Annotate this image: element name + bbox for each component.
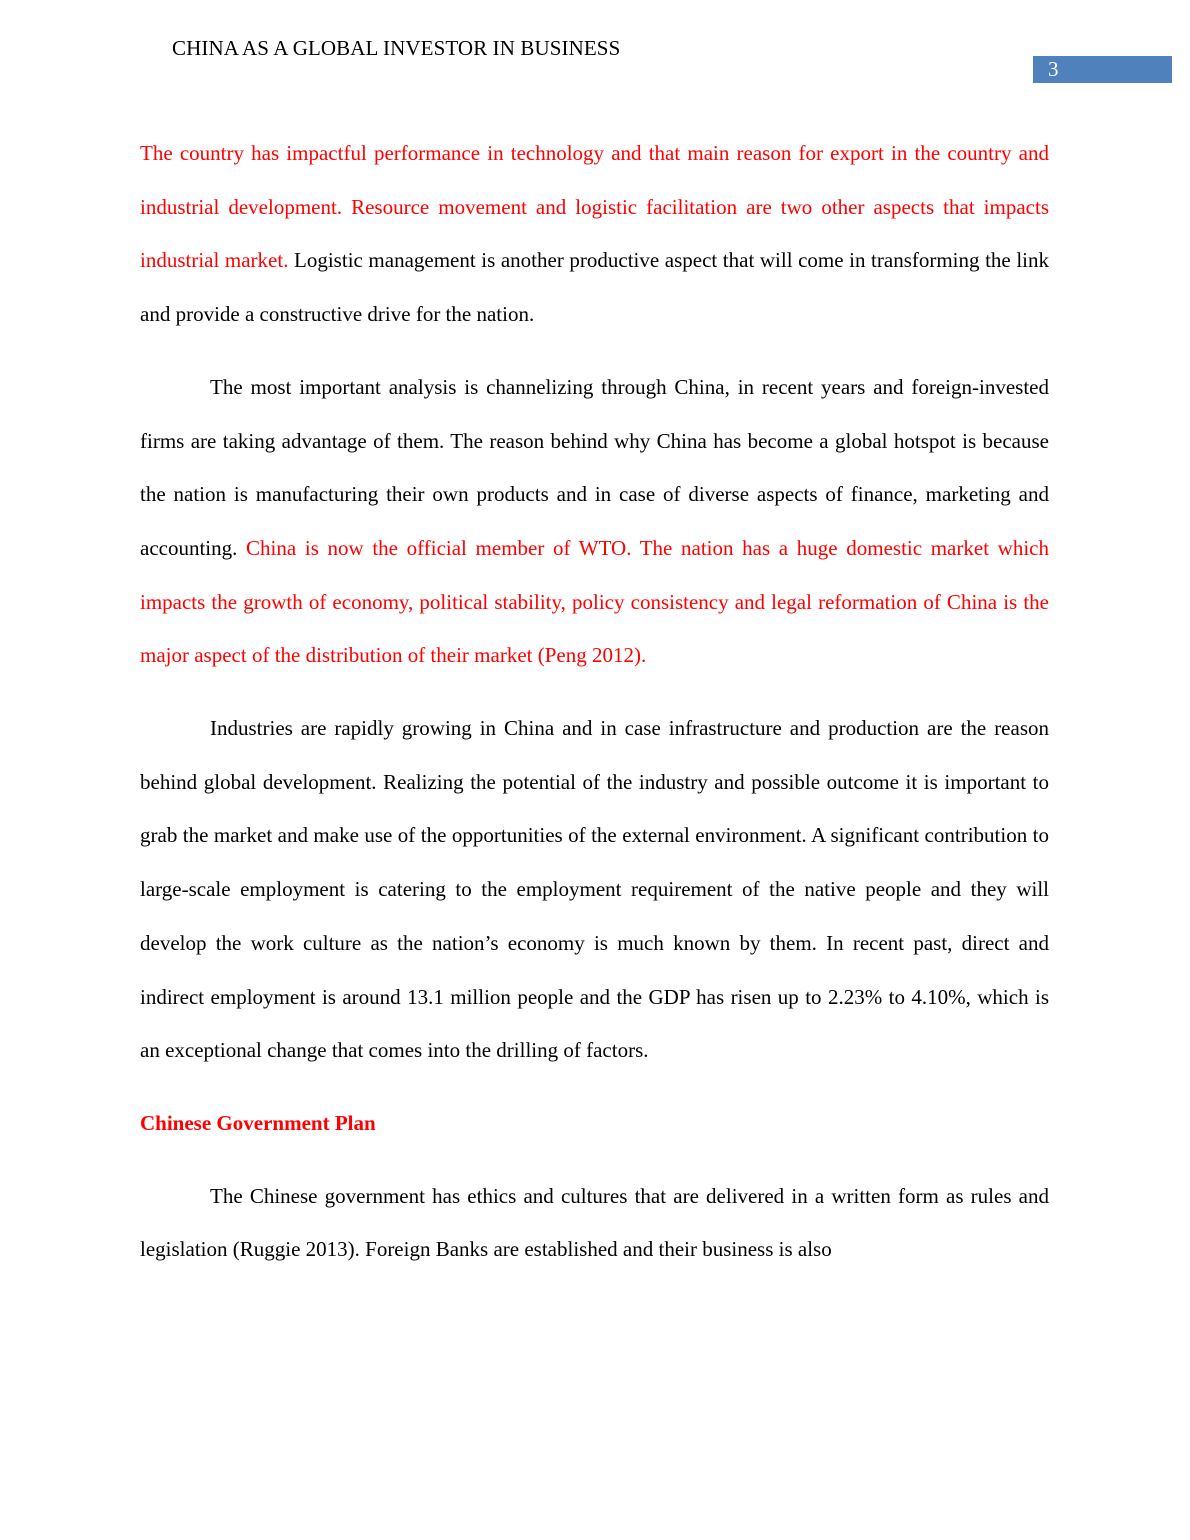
paragraph-2-highlighted-text: China is now the official member of WTO. The nation has a huge domestic market which impacts the growth of economy, political stability, policy consistency and legal reformation of China is the major aspect of the distribution of their market (Peng 2012). (140, 535, 1049, 668)
page-number-box (1033, 56, 1172, 83)
paragraph-4-text: The Chinese government has ethics and cultures that are delivered in a written form as rules and legislation (Ruggie 2013). Foreign Banks are established and their business is also (140, 1183, 1049, 1262)
paragraph-2-text: The most important analysis is channelizing through China, in recent years and foreign-invested firms are taking advantage of them. The reason behind why China has become a global hotspot is because the nation is manufacturing their own products and in case of diverse aspects of finance, marketing and accounting. (140, 374, 1049, 560)
paragraph-1-highlighted-text: The country has impactful performance in technology and that main reason for export in the country and industrial development. Resource movement and logistic facilitation are two other aspects that impacts industrial market. (140, 141, 1049, 273)
section-heading: Chinese Government Plan (140, 1110, 376, 1135)
document-body (140, 127, 1049, 1277)
paragraph-3-text: Industries are rapidly growing in China and in case infrastructure and production are the reason behind global development. Realizing the potential of the industry and possible outcome it is important to grab the market and make use of the opportunities of the external environment. A significant contribution to large-scale employment is catering to the employment requirement of the native people and they will develop the work culture as the nation’s economy is much known by them. In recent past, direct and indirect employment is around 13.1 million people and the GDP has risen up to 2.23% to 4.10%, which is an exceptional change that comes into the drilling of factors. (140, 716, 1049, 1063)
running-head: CHINA AS A GLOBAL INVESTOR IN BUSINESS (172, 36, 621, 60)
paragraph-4 (140, 1170, 1049, 1277)
paragraph-2 (140, 361, 1049, 683)
paragraph-3 (140, 702, 1049, 1078)
page-number: 3 (1048, 57, 1059, 81)
paragraph-1 (140, 127, 1049, 342)
paragraph-1-text: Logistic management is another productive aspect that will come in transforming the link and provide a constructive drive for the nation. (140, 248, 1049, 327)
